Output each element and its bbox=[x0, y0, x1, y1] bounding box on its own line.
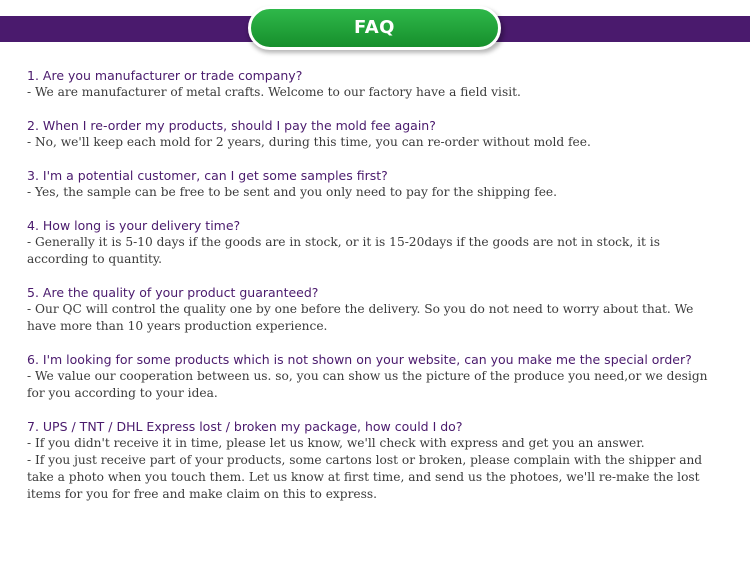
faq-question: 4. How long is your delivery time? bbox=[27, 218, 241, 233]
faq-answer: - We are manufacturer of metal crafts. Welcome to our factory have a field visit. bbox=[27, 85, 521, 99]
faq-item bbox=[27, 167, 717, 201]
faq-item bbox=[27, 418, 717, 503]
faq-item bbox=[27, 117, 717, 151]
faq-answer: - No, we'll keep each mold for 2 years, during this time, you can re-order without mold fee. bbox=[27, 135, 591, 149]
faq-question: 3. I'm a potential customer, can I get some samples first? bbox=[27, 168, 388, 183]
faq-answer: - We value our cooperation between us. so, you can show us the picture of the produce you need,or we design for you according to your idea. bbox=[27, 369, 708, 400]
faq-question: 2. When I re-order my products, should I pay the mold fee again? bbox=[27, 118, 436, 133]
faq-answer: - If you just receive part of your products, some cartons lost or broken, please complain with the shipper and take a photo when you touch them. Let us know at first time, and send us the photoes, we'll re-make the lost items for you for free and make claim on this to express. bbox=[27, 453, 703, 501]
faq-answer: - Our QC will control the quality one by one before the delivery. So you do not need to worry about that. We have more than 10 years production experience. bbox=[27, 302, 694, 333]
faq-item bbox=[27, 351, 717, 402]
faq-item bbox=[27, 284, 717, 335]
faq-answer: - Yes, the sample can be free to be sent and you only need to pay for the shipping fee. bbox=[27, 185, 558, 199]
faq-question: 5. Are the quality of your product guaranteed? bbox=[27, 285, 319, 300]
faq-question: 6. I'm looking for some products which is not shown on your website, can you make me the special order? bbox=[27, 352, 692, 367]
faq-item bbox=[27, 67, 717, 101]
faq-question: 7. UPS / TNT / DHL Express lost / broken my package, how could I do? bbox=[27, 419, 463, 434]
faq-header-badge bbox=[248, 6, 501, 50]
faq-answer: - If you didn't receive it in time, please let us know, we'll check with express and get you an answer. bbox=[27, 436, 645, 450]
faq-answer: - Generally it is 5-10 days if the goods are in stock, or it is 15-20days if the goods are not in stock, it is according to quantity. bbox=[27, 235, 660, 266]
faq-question: 1. Are you manufacturer or trade company? bbox=[27, 68, 303, 83]
faq-list bbox=[27, 67, 717, 519]
faq-item bbox=[27, 217, 717, 268]
page-title: FAQ bbox=[354, 16, 395, 38]
